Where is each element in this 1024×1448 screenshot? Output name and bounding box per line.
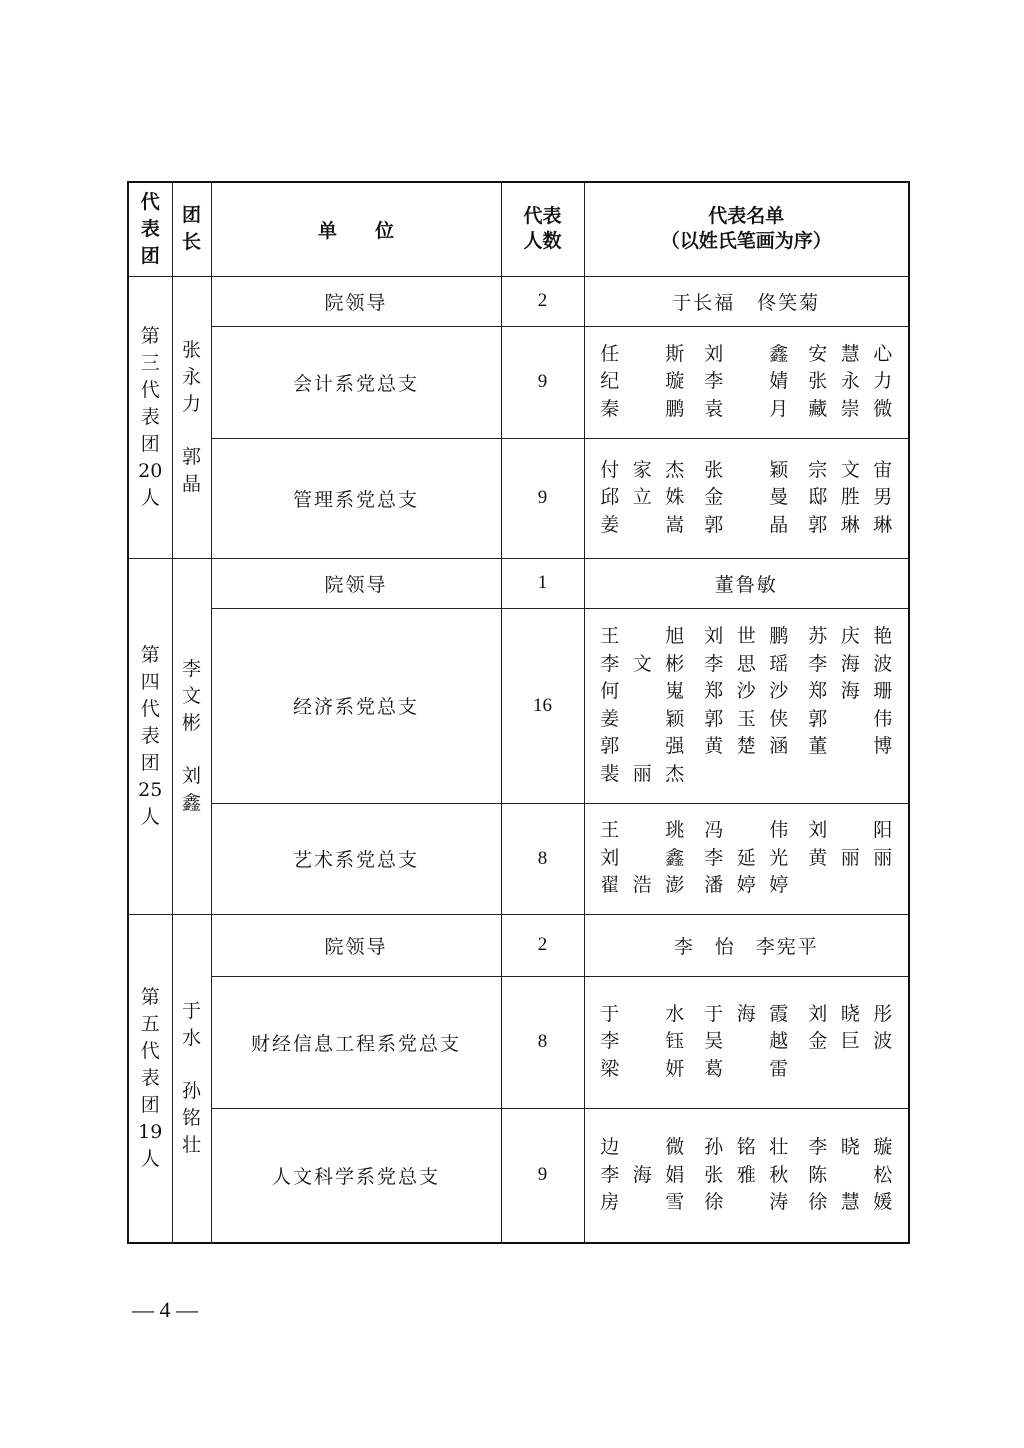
delegate-name: 李延光 bbox=[704, 846, 789, 869]
delegation-name-text: 第 三 代 表 团 20 人 bbox=[138, 324, 163, 509]
delegate-name: 安慧心 bbox=[808, 342, 893, 365]
table-row bbox=[128, 1108, 909, 1243]
delegate-name: 董博 bbox=[808, 735, 893, 757]
delegate-name: 于长福 bbox=[672, 291, 736, 314]
delegate-count: 9 bbox=[501, 1108, 584, 1243]
unit-name: 院领导 bbox=[211, 558, 501, 608]
delegate-name: 李宪平 bbox=[755, 935, 819, 958]
delegate-name: 李钰 bbox=[600, 1030, 685, 1053]
delegate-name: 郭玉侠 bbox=[704, 707, 789, 730]
delegate-name: 裴丽杰 bbox=[600, 762, 685, 785]
header-leader bbox=[172, 182, 211, 276]
delegation-name bbox=[128, 558, 172, 914]
table-row bbox=[128, 976, 909, 1108]
delegation-leaders bbox=[172, 914, 211, 1243]
delegate-name: 邸胜男 bbox=[808, 486, 893, 509]
leader-name: 于 水 bbox=[181, 999, 201, 1049]
delegate-name: 佟笑菊 bbox=[757, 291, 821, 314]
header-count: 代表 人数 bbox=[501, 182, 584, 276]
leader-name: 李 文 彬 bbox=[181, 657, 201, 734]
delegate-name: 郭伟 bbox=[808, 707, 893, 730]
delegate-count: 16 bbox=[501, 608, 584, 803]
delegates-table bbox=[127, 181, 910, 1244]
delegate-name: 郭强 bbox=[600, 735, 685, 757]
table-row bbox=[128, 558, 909, 608]
page-number: — 4 — bbox=[132, 1297, 198, 1322]
unit-name: 艺术系党总支 bbox=[211, 803, 501, 914]
delegation-leaders bbox=[172, 276, 211, 558]
unit-name: 经济系党总支 bbox=[211, 608, 501, 803]
delegate-name: 黄楚涵 bbox=[704, 735, 789, 757]
delegate-name: 金巨波 bbox=[808, 1030, 893, 1053]
delegate-name: 李思瑶 bbox=[704, 652, 789, 675]
delegate-count: 8 bbox=[501, 803, 584, 914]
unit-name: 人文科学系党总支 bbox=[211, 1108, 501, 1243]
unit-name: 院领导 bbox=[211, 914, 501, 976]
delegate-name: 刘阳 bbox=[808, 819, 893, 842]
delegate-name: 李晓璇 bbox=[808, 1136, 893, 1158]
delegate-count: 2 bbox=[501, 914, 584, 976]
delegate-name: 郑海珊 bbox=[808, 680, 893, 702]
delegate-name: 梁妍 bbox=[600, 1057, 685, 1080]
delegate-name: 刘鑫 bbox=[704, 342, 789, 365]
delegate-name: 郑沙沙 bbox=[704, 680, 789, 702]
header-leader-text: 团 长 bbox=[181, 204, 201, 254]
delegate-name: 付家杰 bbox=[600, 458, 685, 481]
unit-name: 财经信息工程系党总支 bbox=[211, 976, 501, 1108]
table-row bbox=[128, 803, 909, 914]
delegate-name: 徐涛 bbox=[704, 1191, 789, 1213]
unit-name: 院领导 bbox=[211, 276, 501, 326]
delegate-name: 李海波 bbox=[808, 652, 893, 675]
delegate-name: 纪璇 bbox=[600, 370, 685, 393]
header-row bbox=[128, 182, 909, 276]
delegate-name: 李婧 bbox=[704, 370, 789, 393]
delegate-name: 张雅秋 bbox=[704, 1163, 789, 1186]
delegate-name: 王旭 bbox=[600, 625, 685, 647]
delegate-name: 张永力 bbox=[808, 370, 893, 393]
delegate-names bbox=[584, 1108, 909, 1243]
unit-name: 管理系党总支 bbox=[211, 438, 501, 558]
header-group bbox=[128, 182, 172, 276]
delegate-name: 边微 bbox=[600, 1136, 685, 1158]
leader-name: 张 永 力 bbox=[181, 338, 201, 415]
delegation-leaders bbox=[172, 558, 211, 914]
delegate-name: 任斯 bbox=[600, 342, 685, 365]
table-row bbox=[128, 438, 909, 558]
delegate-count: 9 bbox=[501, 326, 584, 438]
delegate-name: 黄丽丽 bbox=[808, 846, 893, 869]
delegate-name: 冯伟 bbox=[704, 819, 789, 842]
delegate-name: 潘婷婷 bbox=[704, 874, 789, 897]
delegate-count: 1 bbox=[501, 558, 584, 608]
delegate-name: 房雪 bbox=[600, 1191, 685, 1213]
delegate-name: 于海霞 bbox=[704, 1002, 789, 1025]
header-names: 代表名单 （以姓氏笔画为序） bbox=[584, 182, 909, 276]
delegate-count: 2 bbox=[501, 276, 584, 326]
delegate-name: 于水 bbox=[600, 1002, 685, 1025]
unit-name: 会计系党总支 bbox=[211, 326, 501, 438]
delegate-name: 郭琳琳 bbox=[808, 513, 893, 536]
delegate-name: 张颖 bbox=[704, 458, 789, 481]
delegation-name bbox=[128, 276, 172, 558]
delegate-name: 王珧 bbox=[600, 819, 685, 842]
delegate-count: 9 bbox=[501, 438, 584, 558]
delegate-name: 秦鹏 bbox=[600, 397, 685, 420]
leader-name: 孙 铭 壮 bbox=[181, 1079, 201, 1156]
delegate-names bbox=[584, 803, 909, 914]
delegate-name: 金曼 bbox=[704, 486, 789, 509]
delegation-name bbox=[128, 914, 172, 1243]
delegate-name: 翟浩澎 bbox=[600, 874, 685, 897]
delegation-name-text: 第 五 代 表 团 19 人 bbox=[138, 985, 163, 1170]
delegate-name: 李怡 bbox=[673, 935, 756, 958]
table-row bbox=[128, 276, 909, 326]
delegate-name: 董鲁敏 bbox=[714, 573, 778, 596]
delegate-name: 葛雷 bbox=[704, 1057, 789, 1080]
delegate-name: 郭晶 bbox=[704, 513, 789, 536]
delegate-count: 8 bbox=[501, 976, 584, 1108]
delegate-name: 刘世鹏 bbox=[704, 625, 789, 647]
delegate-name: 李海娟 bbox=[600, 1163, 685, 1186]
leader-name: 刘 鑫 bbox=[181, 764, 201, 814]
delegate-names bbox=[584, 608, 909, 803]
table-row bbox=[128, 914, 909, 976]
header-group-text: 代 表 团 bbox=[140, 190, 160, 267]
delegate-name: 藏崇微 bbox=[808, 397, 893, 420]
header-unit: 单 位 bbox=[211, 182, 501, 276]
delegate-name: 宗文宙 bbox=[808, 458, 893, 481]
delegate-name: 孙铭壮 bbox=[704, 1136, 789, 1158]
delegate-name: 袁月 bbox=[704, 397, 789, 420]
delegation-name-text: 第 四 代 表 团 25 人 bbox=[138, 643, 163, 828]
delegate-names bbox=[584, 326, 909, 438]
delegate-names bbox=[584, 558, 909, 608]
delegate-names bbox=[584, 914, 909, 976]
delegate-name: 刘晓彤 bbox=[808, 1002, 893, 1025]
delegate-names bbox=[584, 438, 909, 558]
delegate-name: 苏庆艳 bbox=[808, 625, 893, 647]
delegate-name: 徐慧媛 bbox=[808, 1191, 893, 1213]
table-row bbox=[128, 608, 909, 803]
leader-name: 郭 晶 bbox=[181, 445, 201, 495]
delegate-name: 邱立姝 bbox=[600, 486, 685, 509]
delegate-names bbox=[584, 976, 909, 1108]
delegate-name: 李文彬 bbox=[600, 652, 685, 675]
delegate-name: 姜嵩 bbox=[600, 513, 685, 536]
delegate-name: 姜颖 bbox=[600, 707, 685, 730]
delegate-name: 何嵬 bbox=[600, 680, 685, 702]
delegate-name: 刘鑫 bbox=[600, 846, 685, 869]
table-row bbox=[128, 326, 909, 438]
delegate-name: 吴越 bbox=[704, 1030, 789, 1053]
delegate-names bbox=[584, 276, 909, 326]
delegate-name: 陈松 bbox=[808, 1163, 893, 1186]
